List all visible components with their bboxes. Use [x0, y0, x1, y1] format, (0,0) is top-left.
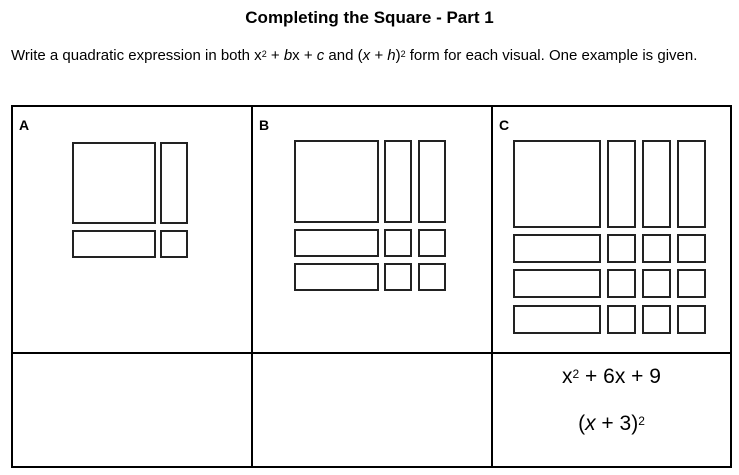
worksheet-table	[11, 105, 732, 468]
binomial: x + h	[362, 47, 396, 64]
x-tile	[513, 234, 601, 263]
instructions-part: +	[266, 47, 284, 64]
unit-tile	[384, 229, 412, 257]
unit-tile	[642, 234, 671, 263]
x-tile	[642, 140, 671, 228]
answer-cell-b[interactable]	[253, 354, 491, 466]
unit-tile	[418, 263, 446, 291]
instructions-part: x +	[292, 47, 317, 64]
expression-part: + 3)	[595, 412, 639, 435]
unit-tile	[677, 269, 706, 298]
x-squared-tile	[294, 140, 379, 223]
expression-part: x	[562, 365, 573, 388]
instructions-part: and (	[324, 47, 363, 64]
instructions-part: Write a quadratic expression in both x	[11, 47, 262, 64]
coefficient-b: b	[283, 47, 293, 64]
page-title: Completing the Square - Part 1	[245, 8, 494, 27]
x-tile	[513, 305, 601, 334]
instructions-part: )	[395, 47, 401, 64]
x-tile	[294, 263, 379, 291]
expression-part: + 6x + 9	[579, 365, 661, 388]
expression-part: (	[578, 412, 586, 435]
answer-cell-a[interactable]	[13, 354, 251, 466]
x-tile	[607, 140, 636, 228]
cell-label-b: B	[259, 117, 270, 133]
unit-tile	[384, 263, 412, 291]
exponent: 2	[638, 414, 645, 428]
constant-c: c	[316, 47, 325, 64]
vertex-form-expression	[493, 412, 730, 436]
exponent: 2	[572, 367, 580, 381]
x-tile	[294, 229, 379, 257]
exponent: 2	[400, 49, 406, 59]
instructions-text	[11, 47, 711, 65]
instructions-part: form for each visual. One example is given.	[405, 47, 698, 64]
standard-form-expression	[493, 365, 730, 389]
x-tile	[384, 140, 412, 223]
x-squared-tile	[72, 142, 156, 224]
variable: x	[585, 412, 596, 435]
answer-cell-c	[493, 354, 730, 466]
unit-tile	[160, 230, 188, 258]
unit-tile	[607, 305, 636, 334]
exponent: 2	[261, 49, 267, 59]
unit-tile	[642, 305, 671, 334]
unit-tile	[677, 234, 706, 263]
unit-tile	[607, 234, 636, 263]
unit-tile	[677, 305, 706, 334]
x-tile	[160, 142, 188, 224]
x-tile	[418, 140, 446, 223]
cell-label-a: A	[19, 117, 30, 133]
x-squared-tile	[513, 140, 601, 228]
unit-tile	[607, 269, 636, 298]
unit-tile	[418, 229, 446, 257]
x-tile	[72, 230, 156, 258]
cell-label-c: C	[499, 117, 510, 133]
unit-tile	[642, 269, 671, 298]
x-tile	[513, 269, 601, 298]
x-tile	[677, 140, 706, 228]
